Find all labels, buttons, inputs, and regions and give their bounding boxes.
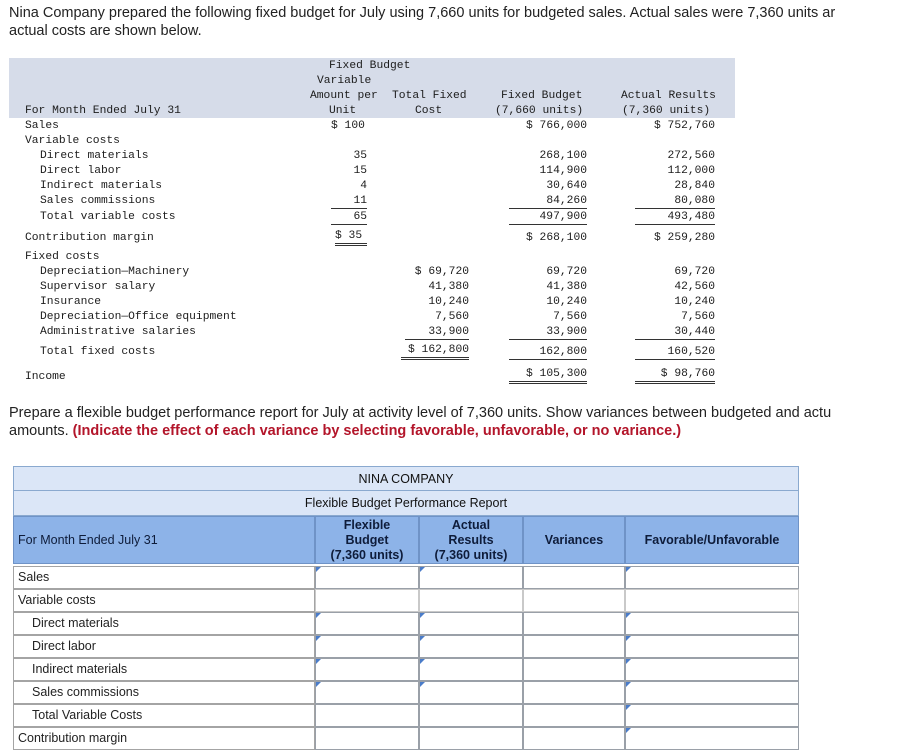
cell-ins-fb: 10,240 <box>546 296 587 308</box>
row-total-variable-costs: Total Variable Costs <box>13 704 315 727</box>
row-label-dl: Direct labor <box>40 165 122 177</box>
input-flag-icon <box>420 659 425 664</box>
hdr-var-2: Variable <box>317 75 372 87</box>
input-flag-icon <box>316 659 321 664</box>
input-flag-icon <box>316 567 321 572</box>
cell-adm-ar: 30,440 <box>635 326 715 340</box>
input-dl-variance[interactable] <box>523 635 625 658</box>
cell-tfc-fb: 162,800 <box>509 346 587 360</box>
cell-sc-var: 11 <box>331 195 367 209</box>
cell-sc-ar: 80,080 <box>635 195 715 209</box>
col-header-fav-unfav <box>625 516 799 564</box>
cell-ins-tfc: 10,240 <box>428 296 469 308</box>
row-direct-materials: Direct materials <box>13 612 315 635</box>
cell-dep-tfc: $ 69,720 <box>414 266 469 278</box>
input-flag-icon <box>316 613 321 618</box>
col-act-1: Actual <box>451 517 491 532</box>
cell-cm-var: $ 35 <box>335 230 367 246</box>
col-flex-2: Budget <box>345 532 389 547</box>
dropdown-flag-icon <box>626 659 631 664</box>
cell-income-fb: $ 105,300 <box>509 368 587 384</box>
row-label-im: Indirect materials <box>40 180 163 192</box>
cell-sales-fb: $ 766,000 <box>525 120 587 132</box>
input-flag-icon <box>420 682 425 687</box>
input-sales-actual[interactable] <box>419 566 523 589</box>
select-dm-fav-unfav[interactable] <box>625 612 799 635</box>
select-dl-fav-unfav[interactable] <box>625 635 799 658</box>
input-flag-icon <box>316 636 321 641</box>
empty-vc-variance <box>523 589 625 612</box>
input-flag-icon <box>420 613 425 618</box>
cell-im-fb: 30,640 <box>546 180 587 192</box>
col-header-actual <box>419 516 523 564</box>
cell-sup-ar: 42,560 <box>674 281 715 293</box>
input-dm-actual[interactable] <box>419 612 523 635</box>
row-label-ins: Insurance <box>40 296 102 308</box>
cell-sup-tfc: 41,380 <box>428 281 469 293</box>
input-cm-variance[interactable] <box>523 727 625 750</box>
cell-dep-ar: 69,720 <box>674 266 715 278</box>
input-flag-icon <box>420 636 425 641</box>
cell-tvc-ar: 493,480 <box>635 211 715 225</box>
row-label-sc: Sales commissions <box>40 195 156 207</box>
input-flag-icon <box>316 682 321 687</box>
cell-dm-ar: 272,560 <box>667 150 715 162</box>
row-label-adm: Administrative salaries <box>40 326 196 338</box>
input-im-flexible[interactable] <box>315 658 419 681</box>
row-label-fixed-costs: Fixed costs <box>25 251 100 263</box>
input-flag-icon <box>420 567 425 572</box>
row-label-sales: Sales <box>25 120 59 132</box>
row-label-tfc: Total fixed costs <box>40 346 156 358</box>
empty-vc-actual <box>419 589 523 612</box>
input-dl-actual[interactable] <box>419 635 523 658</box>
instructions-line-1: Prepare a flexible budget performance report for July at activity level of 7,360 units. Show variances between budgeted and actu <box>9 405 832 421</box>
instructions <box>9 404 831 440</box>
cell-sales-ar: $ 752,760 <box>653 120 715 132</box>
input-cm-actual[interactable] <box>419 727 523 750</box>
cell-tvc-fb: 497,900 <box>509 211 587 225</box>
cell-sales-var: $ 100 <box>331 120 365 132</box>
cell-income-ar: $ 98,760 <box>635 368 715 384</box>
input-sc-variance[interactable] <box>523 681 625 704</box>
col-period-label: For Month Ended July 31 <box>18 532 158 547</box>
report-company: NINA COMPANY <box>13 466 799 491</box>
fixed-budget-table <box>9 58 735 388</box>
row-label-income: Income <box>25 371 66 383</box>
col-header-flexible <box>315 516 419 564</box>
col-flex-1: Flexible <box>343 517 391 532</box>
cell-dl-var: 15 <box>353 165 367 177</box>
col-var-label: Variances <box>544 532 604 547</box>
dropdown-flag-icon <box>626 567 631 572</box>
cell-tvc-var: 65 <box>331 211 367 225</box>
hdr-ar-2: (7,360 units) <box>622 105 711 117</box>
row-sales: Sales <box>13 566 315 589</box>
cell-ins-ar: 10,240 <box>674 296 715 308</box>
empty-vc-fav-unfav <box>625 589 799 612</box>
row-sales-commissions: Sales commissions <box>13 681 315 704</box>
row-contribution-margin: Contribution margin <box>13 727 315 750</box>
cell-adm-fb: 33,900 <box>509 326 587 340</box>
instructions-emphasis: (Indicate the effect of each variance by selecting favorable, unfavorable, or no variance.) <box>72 423 682 439</box>
select-cm-fav-unfav[interactable] <box>625 727 799 750</box>
intro-line-1: Nina Company prepared the following fixed budget for July using 7,660 units for budgeted sales. Actual sales were 7,360 units ar <box>9 5 836 21</box>
row-label-sup: Supervisor salary <box>40 281 156 293</box>
input-dl-flexible[interactable] <box>315 635 419 658</box>
col-header-period <box>13 516 315 564</box>
cell-tfc-ar: 160,520 <box>635 346 715 360</box>
performance-report <box>13 466 799 749</box>
cell-depo-tfc: 7,560 <box>435 311 469 323</box>
col-header-variances <box>523 516 625 564</box>
input-sc-flexible[interactable] <box>315 681 419 704</box>
col-fu-label: Favorable/Unfavorable <box>644 532 780 547</box>
input-sales-variance[interactable] <box>523 566 625 589</box>
dropdown-flag-icon <box>626 682 631 687</box>
cell-dl-ar: 112,000 <box>667 165 715 177</box>
intro-line-2: actual costs are shown below. <box>9 23 202 39</box>
input-tvc-actual[interactable] <box>419 704 523 727</box>
row-direct-labor: Direct labor <box>13 635 315 658</box>
cell-dm-fb: 268,100 <box>539 150 587 162</box>
row-label-dep: Depreciation—Machinery <box>40 266 190 278</box>
hdr-tfc-2: Cost <box>415 105 443 117</box>
cell-dm-var: 35 <box>353 150 367 162</box>
hdr-fb-1: Fixed Budget <box>501 90 583 102</box>
row-label-variable-costs: Variable costs <box>25 135 120 147</box>
hdr-var-4: Unit <box>329 105 357 117</box>
hdr-var-3: Amount per <box>310 90 378 102</box>
cell-depo-ar: 7,560 <box>681 311 715 323</box>
cell-im-ar: 28,840 <box>674 180 715 192</box>
col-act-3: (7,360 units) <box>434 547 508 562</box>
empty-vc-flexible <box>315 589 419 612</box>
row-label-dm: Direct materials <box>40 150 149 162</box>
intro-text <box>9 4 835 40</box>
cell-depo-fb: 7,560 <box>553 311 587 323</box>
hdr-var-1: Fixed Budget <box>329 60 411 72</box>
hdr-tfc-1: Total Fixed <box>392 90 467 102</box>
hdr-fb-2: (7,660 units) <box>495 105 584 117</box>
cell-dep-fb: 69,720 <box>546 266 587 278</box>
input-tvc-variance[interactable] <box>523 704 625 727</box>
col-act-2: Results <box>448 532 494 547</box>
input-im-actual[interactable] <box>419 658 523 681</box>
row-label-cm: Contribution margin <box>25 232 154 244</box>
cell-im-var: 4 <box>360 180 367 192</box>
cell-cm-ar: $ 259,280 <box>653 232 715 244</box>
dropdown-flag-icon <box>626 636 631 641</box>
cell-sc-fb: 84,260 <box>509 195 587 209</box>
cell-cm-fb: $ 268,100 <box>525 232 587 244</box>
row-indirect-materials: Indirect materials <box>13 658 315 681</box>
row-label-tvc: Total variable costs <box>40 211 176 223</box>
dropdown-flag-icon <box>626 613 631 618</box>
select-sc-fav-unfav[interactable] <box>625 681 799 704</box>
input-dm-flexible[interactable] <box>315 612 419 635</box>
row-label-depo: Depreciation—Office equipment <box>40 311 237 323</box>
report-title: Flexible Budget Performance Report <box>13 491 799 516</box>
cell-adm-tfc: 33,900 <box>405 326 469 340</box>
hdr-ar-1: Actual Results <box>621 90 716 102</box>
cell-sup-fb: 41,380 <box>546 281 587 293</box>
select-tvc-fav-unfav[interactable] <box>625 704 799 727</box>
input-tvc-flexible[interactable] <box>315 704 419 727</box>
col-flex-3: (7,360 units) <box>330 547 404 562</box>
input-sales-flexible[interactable] <box>315 566 419 589</box>
input-im-variance[interactable] <box>523 658 625 681</box>
dropdown-flag-icon <box>626 728 631 733</box>
instructions-line-2: amounts. <box>9 423 73 439</box>
row-variable-costs: Variable costs <box>13 589 315 612</box>
cell-dl-fb: 114,900 <box>539 165 587 177</box>
input-sc-actual[interactable] <box>419 681 523 704</box>
select-im-fav-unfav[interactable] <box>625 658 799 681</box>
select-sales-fav-unfav[interactable] <box>625 566 799 589</box>
hdr-period: For Month Ended July 31 <box>25 105 181 117</box>
cell-tfc-tfc: $ 162,800 <box>401 344 469 360</box>
dropdown-flag-icon <box>626 705 631 710</box>
input-dm-variance[interactable] <box>523 612 625 635</box>
input-cm-flexible[interactable] <box>315 727 419 750</box>
